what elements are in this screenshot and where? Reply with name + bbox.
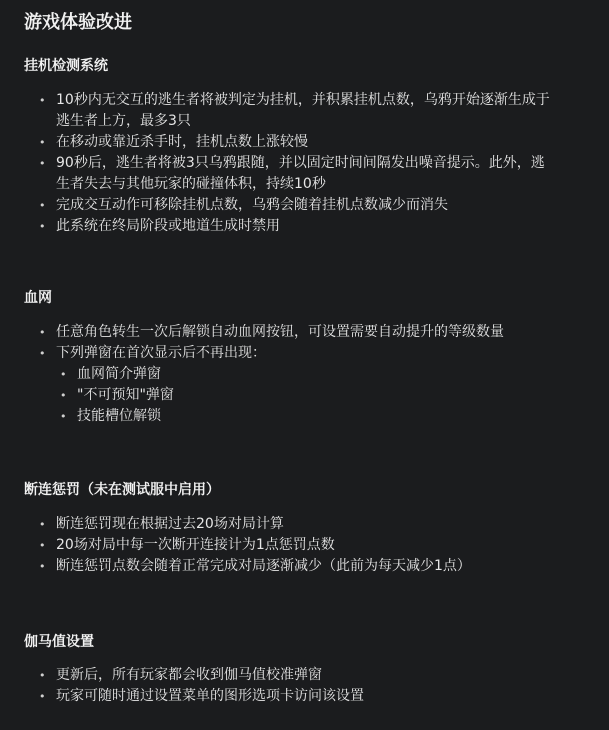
list-item: • 此系统在终局阶段或地道生成时禁用 [0,216,609,237]
section-heading-afk-detection: 挂机检测系统 [24,58,108,74]
list-item: • 10秒内无交互的逃生者将被判定为挂机，并积累挂机点数，乌鸦开始逐渐生成于逃生者上方，最多3只 [0,90,609,132]
list-item: • 下列弹窗在首次显示后不再出现： [0,343,609,364]
afk-detection-list [0,90,609,237]
list-item: • 90秒后，逃生者将被3只乌鸦跟随，并以固定时间间隔发出噪音提示。此外，逃生者失去与其他玩家的碰撞体积，持续10秒 [0,153,609,195]
sub-list-item: • 血网简介弹窗 [0,364,609,385]
list-item: • 完成交互动作可移除挂机点数，乌鸦会随着挂机点数减少而消失 [0,195,609,216]
section-heading-gamma-settings: 伽马值设置 [24,634,94,650]
bloodweb-list [0,322,609,427]
page-title: 游戏体验改进 [24,12,132,33]
list-item: • 断连惩罚点数会随着正常完成对局逐渐减少（此前为每天减少1点） [0,556,609,577]
section-heading-disconnect-penalty: 断连惩罚（未在测试服中启用） [24,482,220,498]
list-item: • 断连惩罚现在根据过去20场对局计算 [0,514,609,535]
sub-list-item: • 技能槽位解锁 [0,406,609,427]
disconnect-penalty-list [0,514,609,577]
list-item: • 玩家可随时通过设置菜单的图形选项卡访问该设置 [0,686,609,707]
list-item: • 20场对局中每一次断开连接计为1点惩罚点数 [0,535,609,556]
list-item: • 更新后，所有玩家都会收到伽马值校准弹窗 [0,665,609,686]
section-heading-bloodweb: 血网 [24,290,52,306]
sub-list-item: • "不可预知"弹窗 [0,385,609,406]
gamma-settings-list [0,665,609,707]
list-item: • 在移动或靠近杀手时，挂机点数上涨较慢 [0,132,609,153]
list-item: • 任意角色转生一次后解锁自动血网按钮，可设置需要自动提升的等级数量 [0,322,609,343]
